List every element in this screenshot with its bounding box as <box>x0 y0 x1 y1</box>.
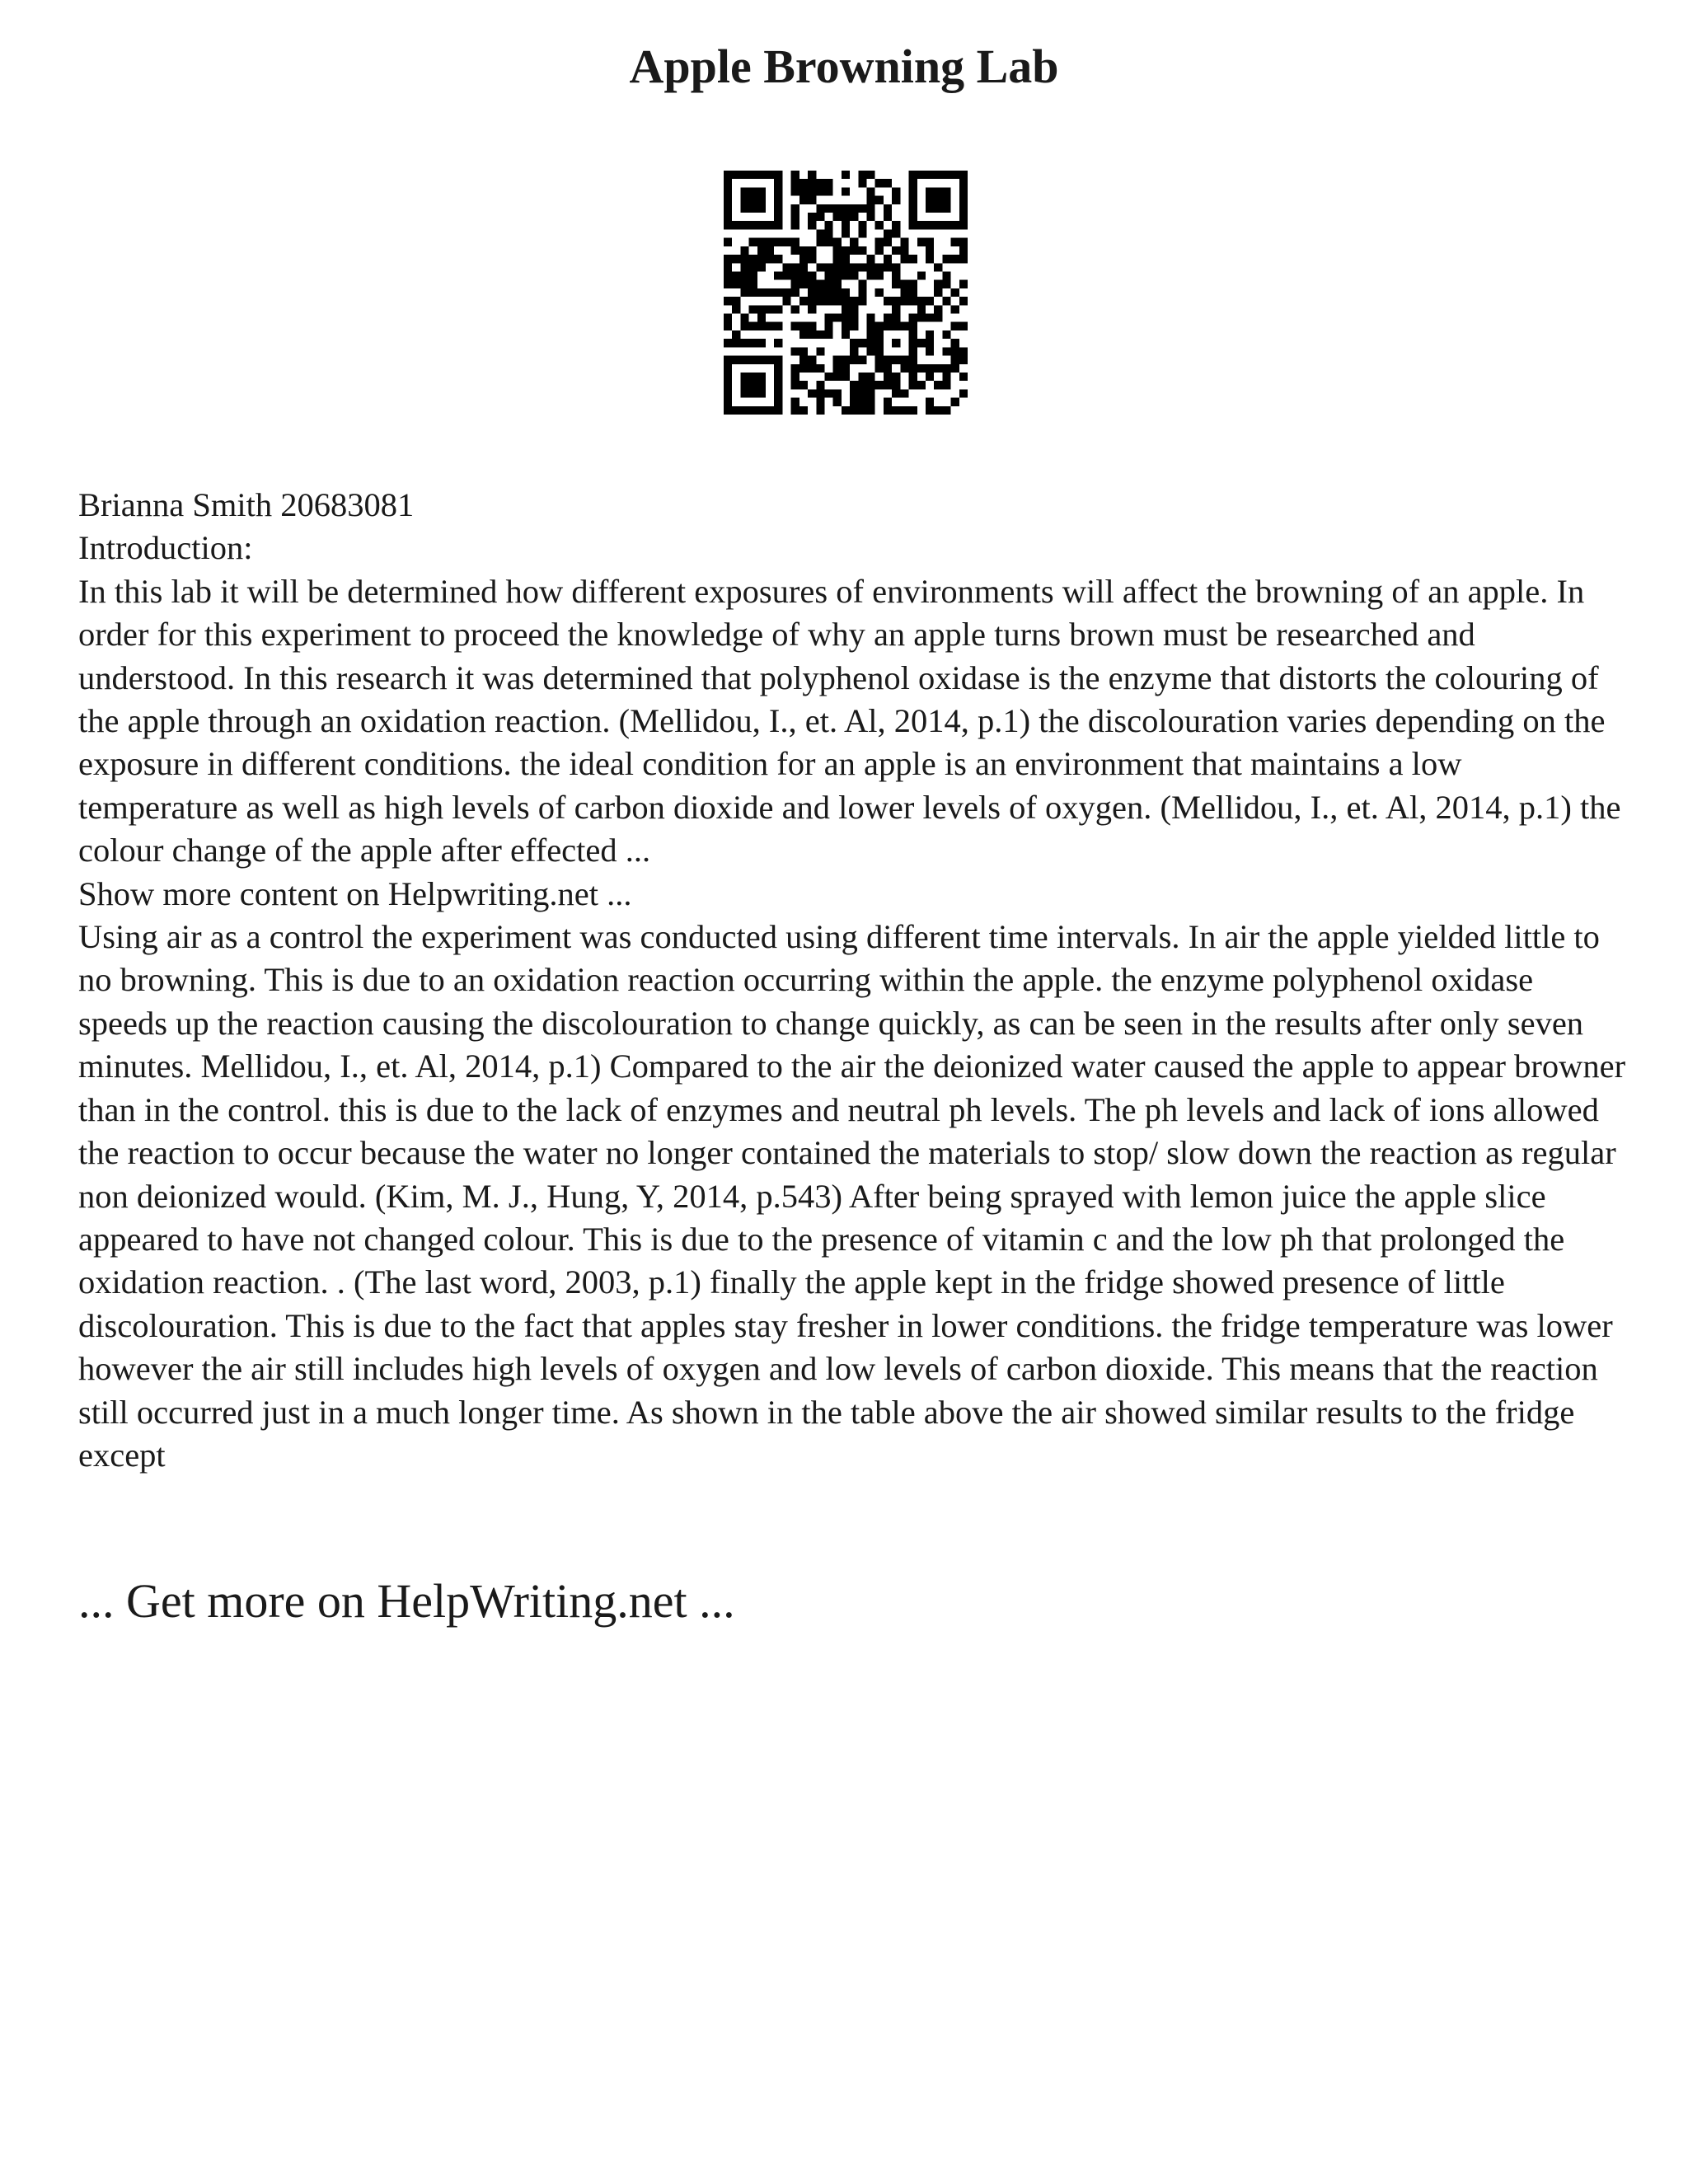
get-more-link[interactable]: ... Get more on HelpWriting.net ... <box>78 1574 735 1628</box>
show-more-link[interactable]: Show more content on Helpwriting.net ... <box>78 874 632 912</box>
intro-paragraph: In this lab it will be determined how different exposures of environments will affect the browning of an apple. In order for this experiment to proceed the knowledge of why an apple turns brown must be researched and understood. In this research it was determined that polyphenol oxidase is the enzyme that distorts the colouring of the apple through an oxidation reaction. (Mellidou, I., et. Al, 2014, p.1) the discolouration varies depending on the exposure in different conditions. the ideal condition for an apple is an environment that maintains a low temperature as well as high levels of carbon dioxide and lower levels of oxygen. (Mellidou, I., et. Al, 2014, p.1) the colour change of the apple after effected ... <box>78 572 1621 869</box>
author-line: Brianna Smith 20683081 <box>78 486 415 523</box>
document-title: Apple Browning Lab <box>629 40 1059 93</box>
document-body <box>78 484 1628 1477</box>
discussion-paragraph: Using air as a control the experiment was conducted using different time intervals. In air the apple yielded little to no browning. This is due to an oxidation reaction occurring within the apple. the enzyme polyphenol oxidase speeds up the reaction causing the discolouration to change quickly, as can be seen in the results after only seven minutes. Mellidou, I., et. Al, 2014, p.1) Compared to the air the deionized water caused the apple to appear browner than in the control. this is due to the lack of enzymes and neutral ph levels. The ph levels and lack of ions allowed the reaction to occur because the water no longer contained the materials to stop/ slow down the reaction as regular non deionized would. (Kim, M. J., Hung, Y, 2014, p.543) After being sprayed with lemon juice the apple slice appeared to have not changed colour. This is due to the presence of vitamin c and the low ph that prolonged the oxidation reaction. . (The last word, 2003, p.1) finally the apple kept in the fridge showed presence of little discolouration. This is due to the fact that apples stay fresher in lower conditions. the fridge temperature was lower however the air still includes high levels of oxygen and low levels of carbon dioxide. This means that the reaction still occurred just in a much longer time. As shown in the table above the air showed similar results to the fridge except <box>78 918 1626 1474</box>
section-heading: Introduction: <box>78 529 253 567</box>
qr-code-icon <box>724 171 968 415</box>
